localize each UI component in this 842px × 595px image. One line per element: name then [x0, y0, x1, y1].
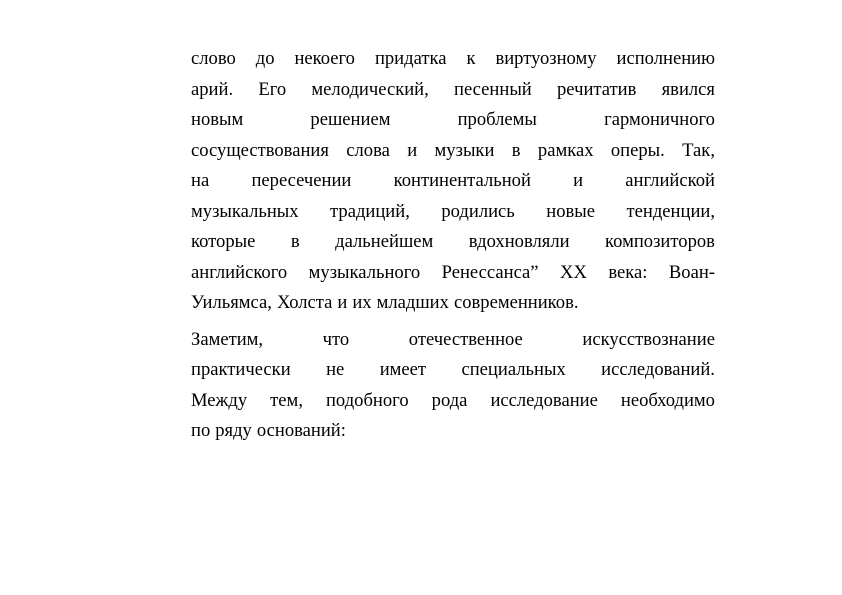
word: речитатив [557, 78, 637, 100]
word: века: [608, 261, 648, 283]
word: и [337, 292, 348, 313]
word: дальнейшем [335, 231, 434, 252]
word: пересечении [251, 170, 352, 191]
text-line [191, 258, 715, 289]
paragraph [191, 325, 715, 447]
word: к [466, 48, 476, 69]
word: что [322, 328, 350, 350]
word: имеет [379, 359, 427, 380]
word: виртуозному [495, 48, 597, 69]
word: решением [310, 109, 391, 130]
word: Так, [682, 139, 715, 161]
word: придатка [374, 48, 447, 69]
text-line [191, 288, 715, 319]
word: Ренессанса” [441, 261, 539, 283]
text-line [191, 136, 715, 167]
document-body [191, 44, 715, 447]
word: песенный [454, 78, 532, 100]
word: композиторов [605, 231, 715, 252]
word: ХХ [560, 261, 587, 283]
word: исследование [490, 389, 598, 411]
word: тенденции, [626, 200, 715, 222]
word: мелодический, [311, 78, 429, 100]
word: некоего [294, 48, 355, 69]
word: которые [191, 231, 256, 252]
word: слова [346, 139, 390, 161]
word: Уильямса, [191, 292, 272, 313]
word: континентальной [393, 170, 531, 191]
text-line [191, 325, 715, 356]
text-line [191, 227, 715, 258]
word: оснований: [256, 420, 346, 441]
word: в [511, 139, 521, 161]
word: проблемы [457, 109, 537, 130]
word: Между [191, 389, 248, 411]
text-line [191, 105, 715, 136]
word: арий. [191, 78, 234, 100]
word: на [191, 170, 210, 191]
word: исследований. [601, 359, 715, 380]
word: гармоничного [604, 109, 715, 130]
word: музыкального [308, 261, 421, 283]
word: необходимо [620, 389, 715, 411]
word: новым [191, 109, 244, 130]
word: до [255, 48, 275, 69]
word: младших [376, 292, 449, 313]
text-line [191, 197, 715, 228]
word: специальных [461, 359, 566, 380]
word: подобного [325, 389, 409, 411]
word: Его [258, 78, 287, 100]
word: тем, [270, 389, 303, 411]
word: не [326, 359, 345, 380]
paragraph [191, 44, 715, 319]
text-line [191, 386, 715, 417]
word: новые [546, 200, 596, 222]
text-line [191, 75, 715, 106]
text-line [191, 44, 715, 75]
word: рамках [537, 139, 594, 161]
word: искусствознание [582, 328, 715, 350]
word: Холста [276, 292, 333, 313]
word: музыки [434, 139, 495, 161]
text-line [191, 166, 715, 197]
word: вдохновляли [468, 231, 570, 252]
word: английского [191, 261, 288, 283]
word: оперы. [610, 139, 665, 161]
word: музыкальных [191, 200, 299, 222]
word: ряду [215, 420, 252, 441]
word: современников. [453, 292, 579, 313]
word: исполнению [616, 48, 715, 69]
word: и [407, 139, 418, 161]
word: рода [431, 389, 468, 411]
word: слово [191, 48, 236, 69]
word: Воан- [668, 261, 715, 283]
word: явился [661, 78, 715, 100]
word: английской [625, 170, 715, 191]
word: родились [441, 200, 515, 222]
word: по [191, 420, 211, 441]
word: их [352, 292, 372, 313]
word: отечественное [408, 328, 523, 350]
text-line [191, 355, 715, 386]
word: Заметим, [191, 328, 264, 350]
word: сосуществования [191, 139, 329, 161]
word: традиций, [330, 200, 410, 222]
text-line [191, 416, 715, 447]
word: практически [191, 359, 291, 380]
word: и [573, 170, 584, 191]
word: в [290, 231, 300, 252]
